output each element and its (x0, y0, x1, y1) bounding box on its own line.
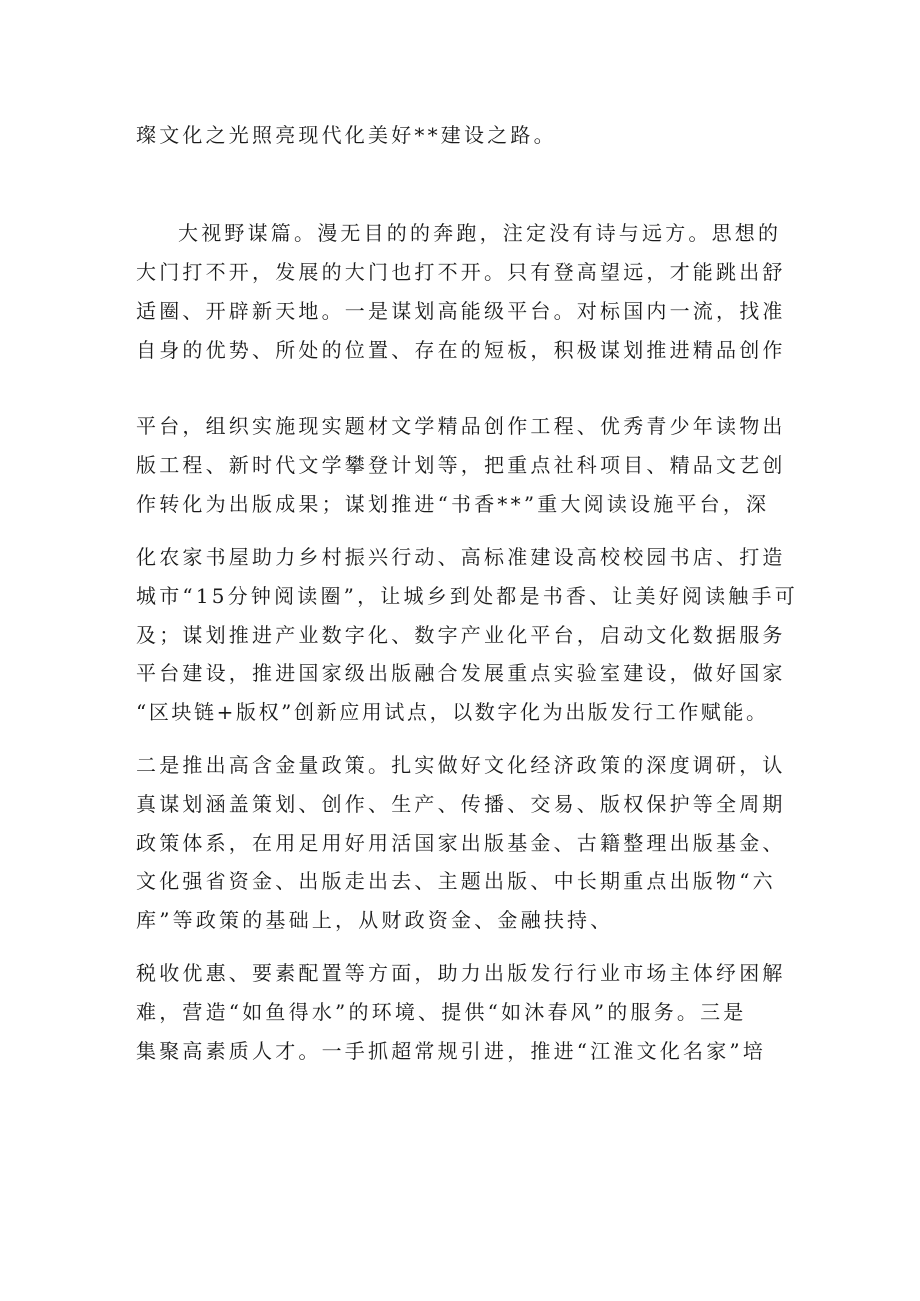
paragraph-line: 政策体系，在用足用好用活国家出版基金、古籍整理出版基金、 (136, 831, 786, 855)
paragraph-line: 化农家书屋助力乡村振兴行动、高标准建设高校校园书店、打造 (136, 545, 786, 569)
paragraph-line: 平台建设，推进国家级出版融合发展重点实验室建设，做好国家 (136, 661, 786, 685)
paragraph-line: 真谋划涵盖策划、创作、生产、传播、交易、版权保护等全周期 (136, 792, 786, 816)
intro-line: 璨文化之光照亮现代化美好**建设之路。 (136, 123, 557, 147)
paragraph-line: 集聚高素质人才。一手抓超常规引进，推进“江淮文化名家”培 (136, 1039, 767, 1063)
paragraph-line: 大门打不开，发展的大门也打不开。只有登高望远，才能跳出舒 (136, 260, 786, 284)
paragraph-line: 大视野谋篇。漫无目的的奔跑，注定没有诗与远方。思想的 (178, 221, 782, 245)
paragraph-line: 文化强省资金、出版走出去、主题出版、中长期重点出版物“六 (136, 869, 776, 893)
paragraph-line: 自身的优势、所处的位置、存在的短板，积极谋划推进精品创作 (136, 338, 786, 362)
paragraph-line: 城市“15分钟阅读圈”，让城乡到处都是书香、让美好阅读触手可 (136, 584, 798, 608)
paragraph-line: 难，营造“如鱼得水”的环境、提供“如沐春风”的服务。三是 (136, 1000, 747, 1024)
paragraph-line: 库”等政策的基础上，从财政资金、金融扶持、 (136, 908, 614, 932)
paragraph-line: 作转化为出版成果；谋划推进“书香**”重大阅读设施平台，深 (136, 492, 770, 516)
paragraph-line: “区块链+版权”创新应用试点，以数字化为出版发行工作赋能。 (136, 700, 769, 724)
paragraph-line: 版工程、新时代文学攀登计划等，把重点社科项目、精品文艺创 (136, 453, 786, 477)
paragraph-line: 二是推出高含金量政策。扎实做好文化经济政策的深度调研，认 (136, 753, 786, 777)
paragraph-line: 适圈、开辟新天地。一是谋划高能级平台。对标国内一流，找准 (136, 299, 786, 323)
paragraph-line: 税收优惠、要素配置等方面，助力出版发行行业市场主体纾困解 (136, 961, 786, 985)
paragraph-line: 平台，组织实施现实题材文学精品创作工程、优秀青少年读物出 (136, 414, 786, 438)
paragraph-line: 及；谋划推进产业数字化、数字产业化平台，启动文化数据服务 (136, 623, 786, 647)
